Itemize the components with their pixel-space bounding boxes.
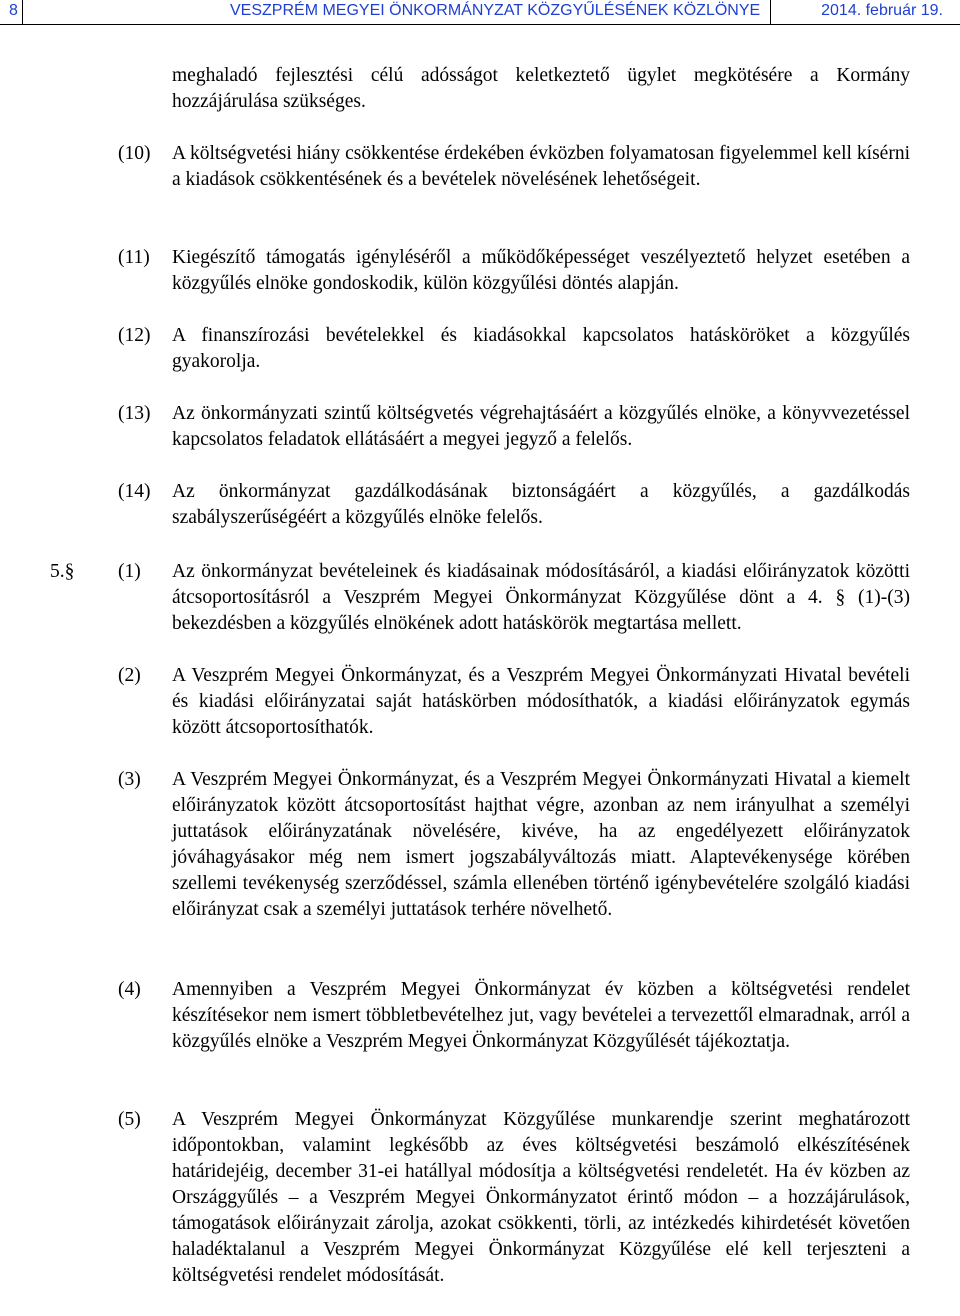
subsection-number: (4) <box>118 979 141 1000</box>
paragraph-number: (13) <box>118 403 151 424</box>
subsection-text: A Veszprém Megyei Önkormányzat, és a Veszprém Megyei Önkormányzati Hivatal a kiemelt előirányzatok között átcsoportosítást hajthat végre, azonban az nem irányulhat a személyi juttatások előirányzatának növelésére, kivéve, ha az engedélyezett előirányzatok jóváhagyásakor még nem ismert jogszabályváltozás miatt. Alaptevékenysége körében szellemi tevékenység szerződéssel, számla ellenében történő igénybevételére szolgáló kiadási előirányzat csak a személyi juttatások terhére növelhető. <box>172 769 910 920</box>
paragraph-text: Az önkormányzat gazdálkodásának biztonságáért a közgyűlés, a gazdálkodás szabályszerűségéért a közgyűlés elnöke felelős. <box>172 481 910 528</box>
subsection-number: (5) <box>118 1109 141 1130</box>
subsection-text: A Veszprém Megyei Önkormányzat Közgyűlése munkarendje szerint meghatározott időpontokban, valamint legkésőbb az éves költségvetési beszámoló elkészítésének határidejéig, december 31-ei hatállyal módosítja a költségvetési rendeletét. Ha év közben az Országgyűlés – a Veszprém Megyei Önkormányzatot érintő módon – a hozzájárulások, támogatások előirányzait zárolja, azokat csökkenti, törli, az intézkedés kihirdetését követően haladéktalanul a Veszprém Megyei Önkormányzat Közgyűlése elé kell terjeszteni a költségvetési rendelet módosítását. <box>172 1109 910 1286</box>
paragraph-text: Kiegészítő támogatás igényléséről a működőképességet veszélyeztető helyzet esetében a közgyűlés elnöke gondoskodik, külön közgyűlési döntés alapján. <box>172 247 910 294</box>
section-number: 5.§ <box>50 561 75 582</box>
paragraph-number: (11) <box>118 247 150 268</box>
header-divider <box>22 0 23 24</box>
paragraph-text: Az önkormányzati szintű költségvetés végrehajtásáért a közgyűlés elnöke, a könyvvezetéssel kapcsolatos feladatok ellátásáért a megyei jegyző a felelős. <box>172 403 910 450</box>
paragraph-number: (12) <box>118 325 151 346</box>
paragraph-number: (14) <box>118 481 151 502</box>
subsection-number: (1) <box>118 561 141 582</box>
paragraph-text: A költségvetési hiány csökkentése érdekében évközben folyamatosan figyelemmel kell kísérni a kiadások csökkentésének és a bevételek növelésének lehetőségeit. <box>172 143 910 190</box>
subsection-text: A Veszprém Megyei Önkormányzat, és a Veszprém Megyei Önkormányzati Hivatal bevételi és kiadási előirányzatai saját hatáskörben módosíthatók, a kiadási előirányzatok egymás között átcsoportosíthatók. <box>172 665 910 738</box>
publication-date: 2014. február 19. <box>821 2 943 19</box>
header-divider <box>770 0 771 24</box>
subsection-number: (3) <box>118 769 141 790</box>
paragraph-number: (10) <box>118 143 151 164</box>
page-header <box>0 0 960 25</box>
paragraph-text: A finanszírozási bevételekkel és kiadásokkal kapcsolatos hatásköröket a közgyűlés gyakorolja. <box>172 325 910 372</box>
publication-title: VESZPRÉM MEGYEI ÖNKORMÁNYZAT KÖZGYŰLÉSÉNEK KÖZLÖNYE <box>230 2 761 19</box>
subsection-number: (2) <box>118 665 141 686</box>
page-number: 8 <box>9 2 18 19</box>
subsection-text: Amennyiben a Veszprém Megyei Önkormányzat év közben a költségvetési rendelet készítésekor nem ismert többletbevételhez jut, vagy bevételei a tervezettől elmaradnak, arról a közgyűlés elnöke a Veszprém Megyei Önkormányzat Közgyűlését tájékoztatja. <box>172 979 910 1052</box>
subsection-text: Az önkormányzat bevételeinek és kiadásainak módosításáról, a kiadási előirányzatok közötti átcsoportosításról a Veszprém Megyei Önkormányzat Közgyűlése dönt a 4. § (1)-(3) bekezdésben a közgyűlés elnökének adott hatáskörök megtartása mellett. <box>172 561 910 634</box>
intro-paragraph: meghaladó fejlesztési célú adósságot keletkeztető ügylet megkötésére a Kormány hozzájárulása szükséges. <box>172 65 910 112</box>
